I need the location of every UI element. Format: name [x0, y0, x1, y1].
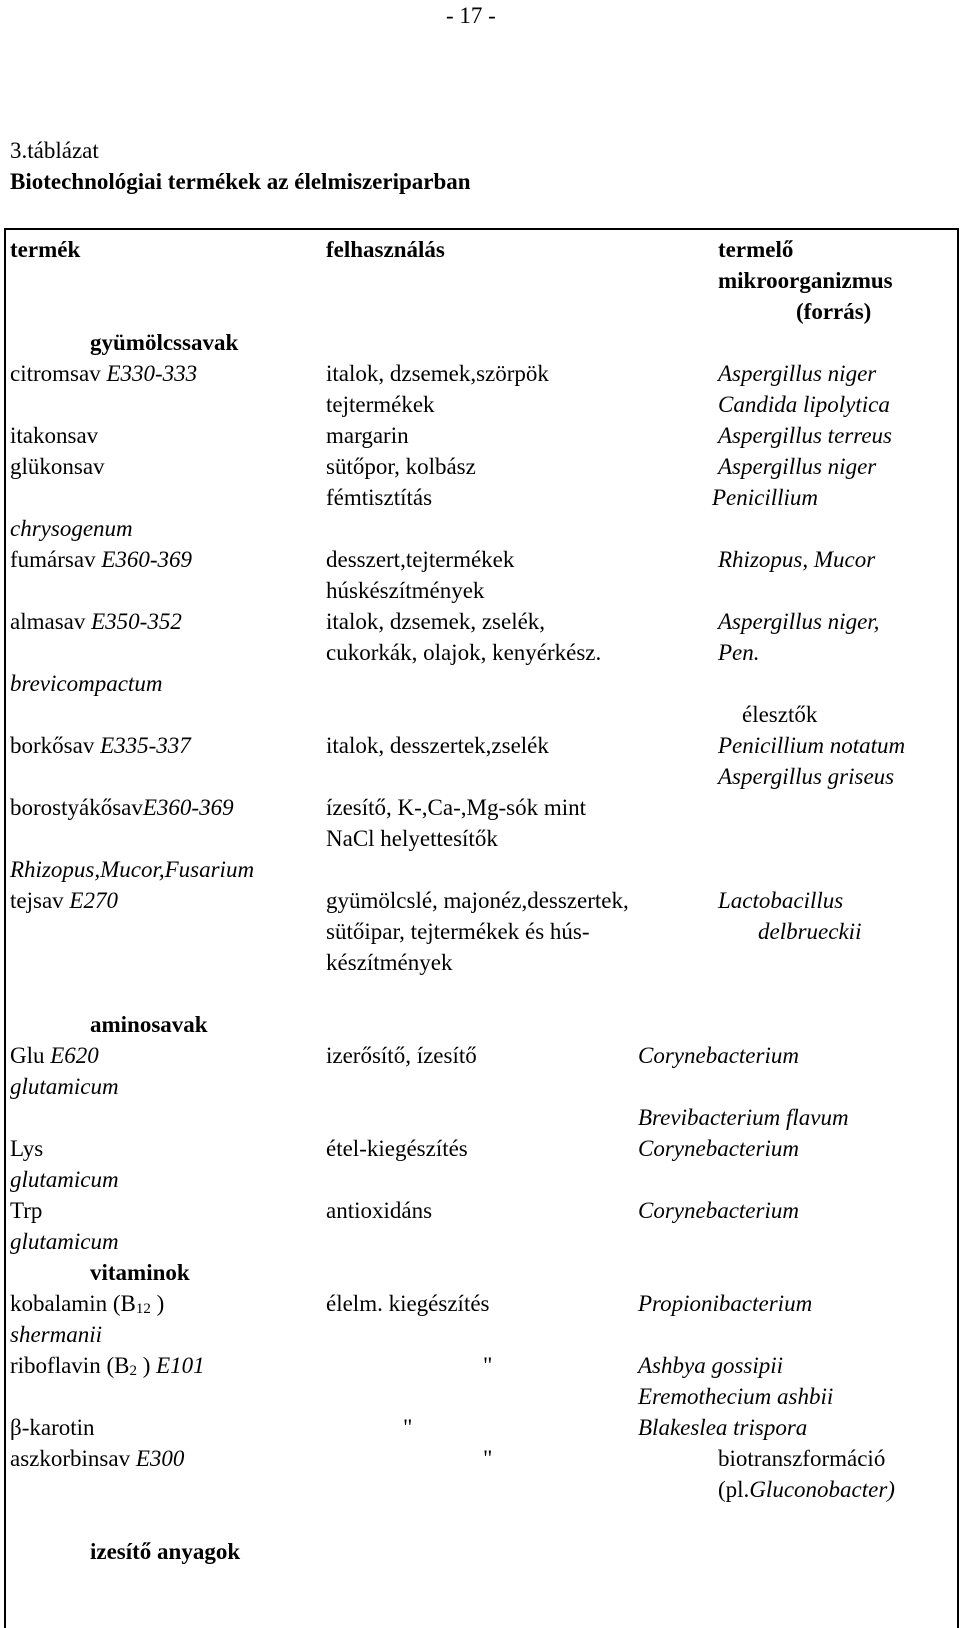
- table-row-producer: (pl.Gluconobacter): [718, 1477, 895, 1502]
- header-product: termék: [10, 237, 81, 262]
- section-fruit-acids: gyümölcssavak: [90, 330, 239, 355]
- table-row-producer-cont: glutamicum: [10, 1167, 119, 1192]
- table-row-product: β-karotin: [10, 1415, 95, 1440]
- table-row-product: fumársav E360-369: [10, 547, 193, 572]
- table-row-product: Lys: [10, 1136, 44, 1161]
- table-row-producer: Pen.: [718, 640, 760, 665]
- table-row-usage: fémtisztítás: [326, 485, 433, 510]
- table-row-producer: Corynebacterium: [638, 1198, 799, 1223]
- table-row-producer: Aspergillus terreus: [718, 423, 892, 448]
- table-row-product: riboflavin ($B_2$ ) E101: [10, 1353, 205, 1379]
- header-producer-line3: (forrás): [796, 299, 872, 324]
- table-row-producer: Blakeslea trispora: [638, 1415, 808, 1440]
- table-row-producer: biotranszformáció: [718, 1446, 886, 1471]
- table-row-usage-ditto: ": [483, 1353, 493, 1378]
- table-row-producer: Corynebacterium: [638, 1136, 799, 1161]
- table-row-usage: NaCl helyettesítők: [326, 826, 498, 851]
- table-row-usage-ditto: ": [483, 1446, 493, 1471]
- table-row-product: itakonsav: [10, 423, 99, 448]
- table-row-usage: sütőipar, tejtermékek és hús-: [326, 919, 590, 944]
- table-row-product: borkősav E335-337: [10, 733, 191, 758]
- section-flavors: izesítő anyagok: [90, 1539, 241, 1564]
- table-row-producer-cont: glutamicum: [10, 1229, 119, 1254]
- table-row-producer-cont: brevicompactum: [10, 671, 163, 696]
- table-row-producer: Candida lipolytica: [718, 392, 890, 417]
- table-row-producer: Lactobacillus: [718, 888, 844, 913]
- table-row-producer-cont: shermanii: [10, 1322, 102, 1347]
- table-row-producer: Aspergillus niger: [718, 361, 877, 386]
- table-row-producer: Penicillium: [712, 485, 819, 510]
- section-amino-acids: aminosavak: [90, 1012, 208, 1037]
- page-number: - 17 -: [446, 3, 496, 28]
- table-row-usage: desszert,tejtermékek: [326, 547, 515, 572]
- table-row-product: Glu E620: [10, 1043, 99, 1068]
- table-row-product: kobalamin ($B_{12}$ ): [10, 1291, 165, 1317]
- table-row-usage: italok, desszertek,zselék: [326, 733, 549, 758]
- table-row-usage: antioxidáns: [326, 1198, 433, 1223]
- table-row-usage: margarin: [326, 423, 409, 448]
- table-row-producer: Propionibacterium: [638, 1291, 813, 1316]
- section-vitamins: vitaminok: [90, 1260, 190, 1285]
- table-row-producer: Penicillium notatum: [718, 733, 906, 758]
- table-row-usage: készítmények: [326, 950, 453, 975]
- table-row-usage: étel-kiegészítés: [326, 1136, 468, 1161]
- table-row-product: tejsav E270: [10, 888, 118, 913]
- table-row-producer: Ashbya gossipii: [638, 1353, 784, 1378]
- table-row-usage: sütőpor, kolbász: [326, 454, 476, 479]
- table-row-usage-ditto: ": [403, 1415, 413, 1440]
- table-caption: 3.táblázat: [10, 138, 99, 163]
- header-producer-line1: termelő: [718, 237, 794, 262]
- header-usage: felhasználás: [326, 237, 445, 262]
- table-row-producer: Brevibacterium flavum: [638, 1105, 849, 1130]
- header-producer-line2: mikroorganizmus: [718, 268, 893, 293]
- table-row-producer: Corynebacterium: [638, 1043, 799, 1068]
- table-row-usage: italok, dzsemek, zselék,: [326, 609, 546, 634]
- table-row-producer: delbrueckii: [758, 919, 862, 944]
- table-row-producer: Aspergillus niger,: [718, 609, 880, 634]
- table-row-product: borostyákősavE360-369: [10, 795, 234, 820]
- table-row-producer: élesztők: [742, 702, 818, 727]
- table-row-usage: húskészítmények: [326, 578, 485, 603]
- table-row-usage: italok, dzsemek,szörpök: [326, 361, 549, 386]
- table-row-usage: ízesítő, K-,Ca-,Mg-sók mint: [326, 795, 586, 820]
- table-row-usage: cukorkák, olajok, kenyérkész.: [326, 640, 602, 665]
- table-row-producer: Eremothecium ashbii: [638, 1384, 834, 1409]
- table-row-usage: tejtermékek: [326, 392, 435, 417]
- table-row-usage: élelm. kiegészítés: [326, 1291, 490, 1316]
- table-row-producer-cont: glutamicum: [10, 1074, 119, 1099]
- table-row-usage: izerősítő, ízesítő: [326, 1043, 477, 1068]
- table-row-usage: gyümölcslé, majonéz,desszertek,: [326, 888, 629, 913]
- table-row-producer: Rhizopus,Mucor,Fusarium: [10, 857, 255, 882]
- table-row-product: almasav E350-352: [10, 609, 182, 634]
- table-row-producer-cont: chrysogenum: [10, 516, 133, 541]
- table-row-producer: Aspergillus griseus: [718, 764, 895, 789]
- table-title: Biotechnológiai termékek az élelmiszeriparban: [10, 169, 471, 194]
- table-row-product: Trp: [10, 1198, 43, 1223]
- table-row-product: citromsav E330-333: [10, 361, 198, 386]
- table-row-product: aszkorbinsav E300: [10, 1446, 185, 1471]
- table-row-producer: Rhizopus, Mucor: [718, 547, 876, 572]
- table-row-product: glükonsav: [10, 454, 105, 479]
- table-row-producer: Aspergillus niger: [718, 454, 877, 479]
